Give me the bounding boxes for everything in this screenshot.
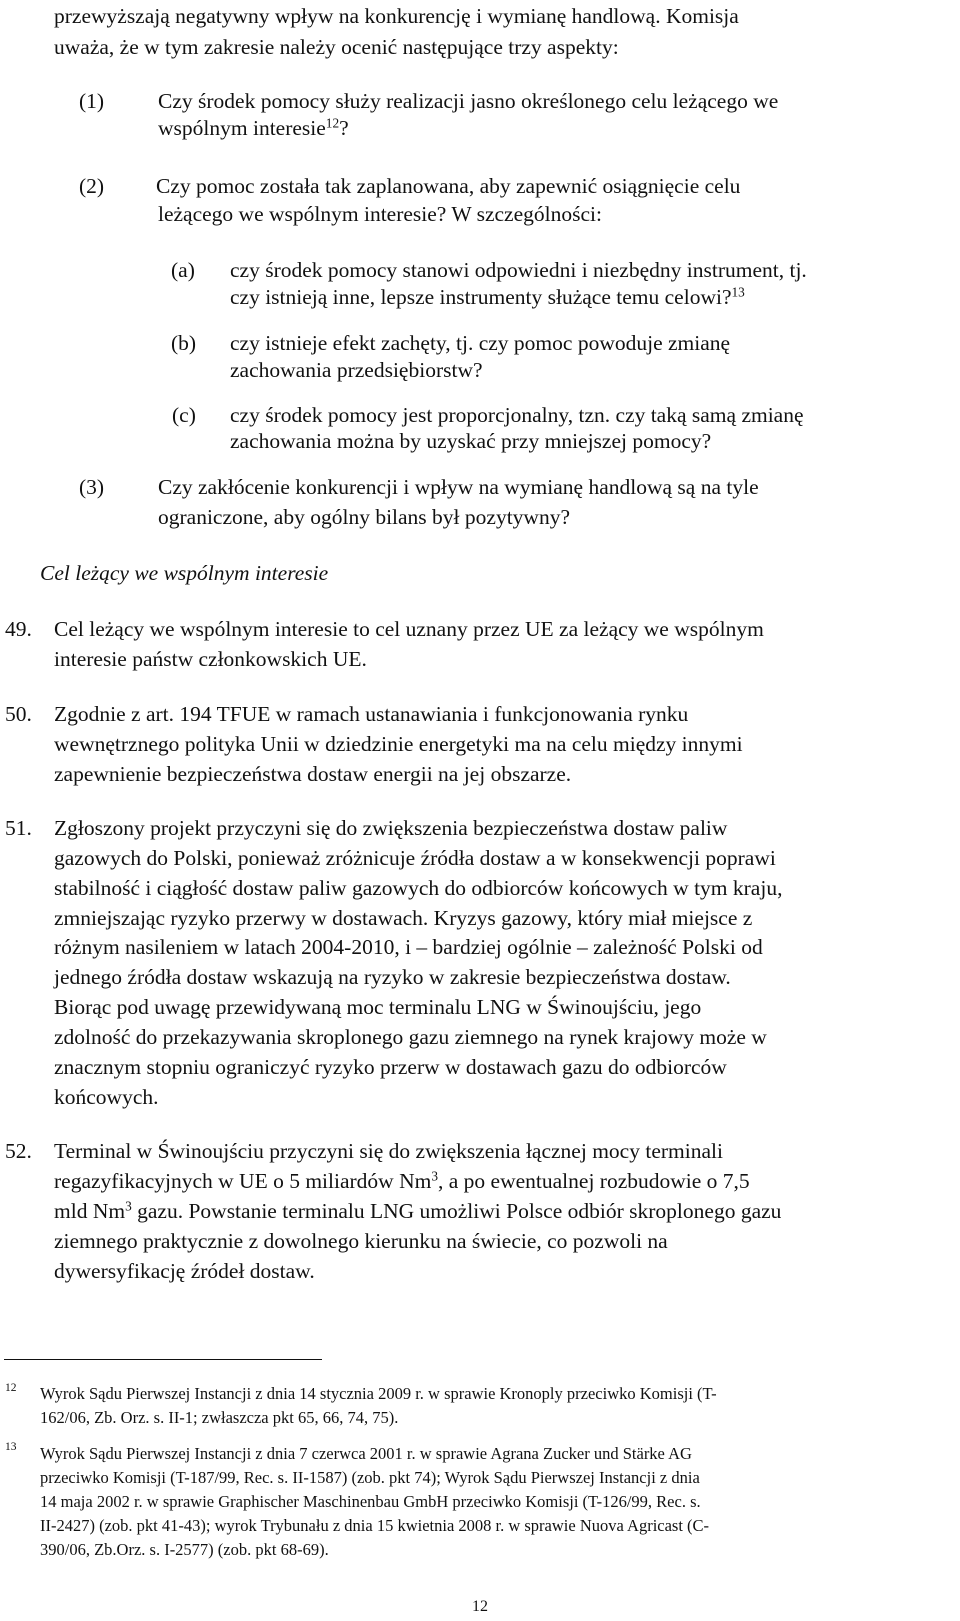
criterion-text: Czy zakłócenie konkurencji i wpływ na wymianę handlową są na tyle [158,475,759,499]
criterion-number: (3) [79,475,105,499]
subitem-text: zachowania można by uzyskać przy mniejszej pomocy? [230,429,712,453]
criterion-number: (1) [79,89,105,113]
paragraph-line: zdolność do przekazywania skroplonego gazu ziemnego na rynek krajowy może w [54,1025,767,1049]
subitem-text: czy istnieją inne, lepsze instrumenty służące temu celowi?$^{13}$ [230,284,745,309]
subitem-letter: (c) [172,403,196,427]
footnote-number: 13 [5,1441,17,1453]
paragraph-line: stabilność i ciągłość dostaw paliw gazowych do odbiorców końcowych w tym kraju, [54,876,783,900]
paragraph-line: zmniejszając ryzyko przerwy w dostawach. Kryzys gazowy, który miał miejsce z [54,906,753,930]
paragraph-line: znacznym stopniu ograniczyć ryzyko przerw w dostawach gazu do odbiorców [54,1055,727,1079]
paragraph-line: Zgodnie z art. 194 TFUE w ramach ustanawiania i funkcjonowania rynku [54,702,689,726]
paragraph-line: dywersyfikację źródeł dostaw. [54,1259,315,1283]
footnote-separator [4,1359,322,1360]
paragraph-line: gazowych do Polski, ponieważ zróżnicuje źródła dostaw a w konsekwencji poprawi [54,846,776,870]
footnote-line: Wyrok Sądu Pierwszej Instancji z dnia 14 stycznia 2009 r. w sprawie Kronoply przeciwko Komisji (T- [40,1384,717,1403]
paragraph-line: jednego źródła dostaw wskazują na ryzyko w zakresie bezpieczeństwa dostaw. [54,965,731,989]
footnote-line: 14 maja 2002 r. w sprawie Graphischer Maschinenbau GmbH przeciwko Komisji (T-126/99, Rec. s. [40,1492,701,1511]
footnote-line: II-2427) (zob. pkt 41-43); wyrok Trybunału z dnia 15 kwietnia 2008 r. w sprawie Nuova Agricast (C- [40,1516,710,1535]
subitem-text: czy istnieje efekt zachęty, tj. czy pomoc powoduje zmianę [230,331,731,355]
paragraph-line: ziemnego praktycznie z dowolnego kierunku na świecie, co pozwoli na [54,1229,668,1253]
paragraph-line: mld Nm$^3$ gazu. Powstanie terminalu LNG umożliwi Polsce odbiór skroplonego gazu [54,1198,782,1223]
footnote-line: Wyrok Sądu Pierwszej Instancji z dnia 7 czerwca 2001 r. w sprawie Agrana Zucker und Stärke AG [40,1444,692,1463]
paragraph-line: Cel leżący we wspólnym interesie to cel uznany przez UE za leżący we wspólnym [54,617,764,641]
criterion-text: Czy pomoc została tak zaplanowana, aby zapewnić osiągnięcie celu [156,174,741,198]
footnote-reference[interactable]: 13 [731,284,745,300]
intro-line: uważa, że w tym zakresie należy ocenić następujące trzy aspekty: [54,35,619,59]
paragraph-number: 51. [5,816,32,840]
intro-line: przewyższają negatywny wpływ na konkurencję i wymianę handlową. Komisja [54,4,739,28]
section-heading: Cel leżący we wspólnym interesie [40,561,329,585]
subitem-letter: (a) [171,258,195,282]
footnote-line: 390/06, Zb.Orz. s. I-2577) (zob. pkt 68-69). [40,1540,329,1559]
subitem-text: zachowania przedsiębiorstw? [230,358,483,382]
subitem-letter: (b) [171,331,197,355]
footnote-number: 12 [5,1382,17,1394]
paragraph-line: regazyfikacyjnych w UE o 5 miliardów Nm$^3$, a po ewentualnej rozbudowie o 7,5 [54,1168,750,1193]
criterion-number: (2) [79,174,105,198]
subitem-text: czy środek pomocy jest proporcjonalny, tzn. czy taką samą zmianę [230,403,804,427]
paragraph-line: końcowych. [54,1085,159,1109]
paragraph-line: różnym nasileniem w latach 2004-2010, i – bardziej ogólnie – zależność Polski od [54,935,763,959]
subitem-text: czy środek pomocy stanowi odpowiedni i niezbędny instrument, tj. [230,258,807,282]
criterion-text: Czy środek pomocy służy realizacji jasno określonego celu leżącego we [158,89,779,113]
paragraph-line: Biorąc pod uwagę przewidywaną moc terminalu LNG w Świnoujściu, jego [54,995,702,1019]
paragraph-line: Zgłoszony projekt przyczyni się do zwiększenia bezpieczeństwa dostaw paliw [54,816,728,840]
criterion-text: ograniczone, aby ogólny bilans był pozytywny? [158,505,570,529]
paragraph-number: 49. [5,617,32,641]
page-number: 12 [472,1598,488,1615]
paragraph-line: wewnętrznego polityka Unii w dziedzinie energetyki ma na celu między innymi [54,732,743,756]
footnote-reference[interactable]: 12 [325,115,340,131]
footnote-line: 162/06, Zb. Orz. s. II-1; zwłaszcza pkt 65, 66, 74, 75). [40,1408,399,1427]
criterion-text: leżącego we wspólnym interesie? W szczególności: [158,202,602,226]
paragraph-line: Terminal w Świnoujściu przyczyni się do zwiększenia łącznej mocy terminali [54,1139,723,1163]
criterion-text: wspólnym interesie$^{12}$? [158,115,349,140]
paragraph-line: interesie państw członkowskich UE. [54,647,367,671]
paragraph-line: zapewnienie bezpieczeństwa dostaw energii na jej obszarze. [54,762,572,786]
footnote-line: przeciwko Komisji (T-187/99, Rec. s. II-1587) (zob. pkt 74); Wyrok Sądu Pierwszej Instancji z dnia [40,1468,700,1487]
paragraph-number: 52. [5,1139,32,1163]
paragraph-number: 50. [5,702,32,726]
